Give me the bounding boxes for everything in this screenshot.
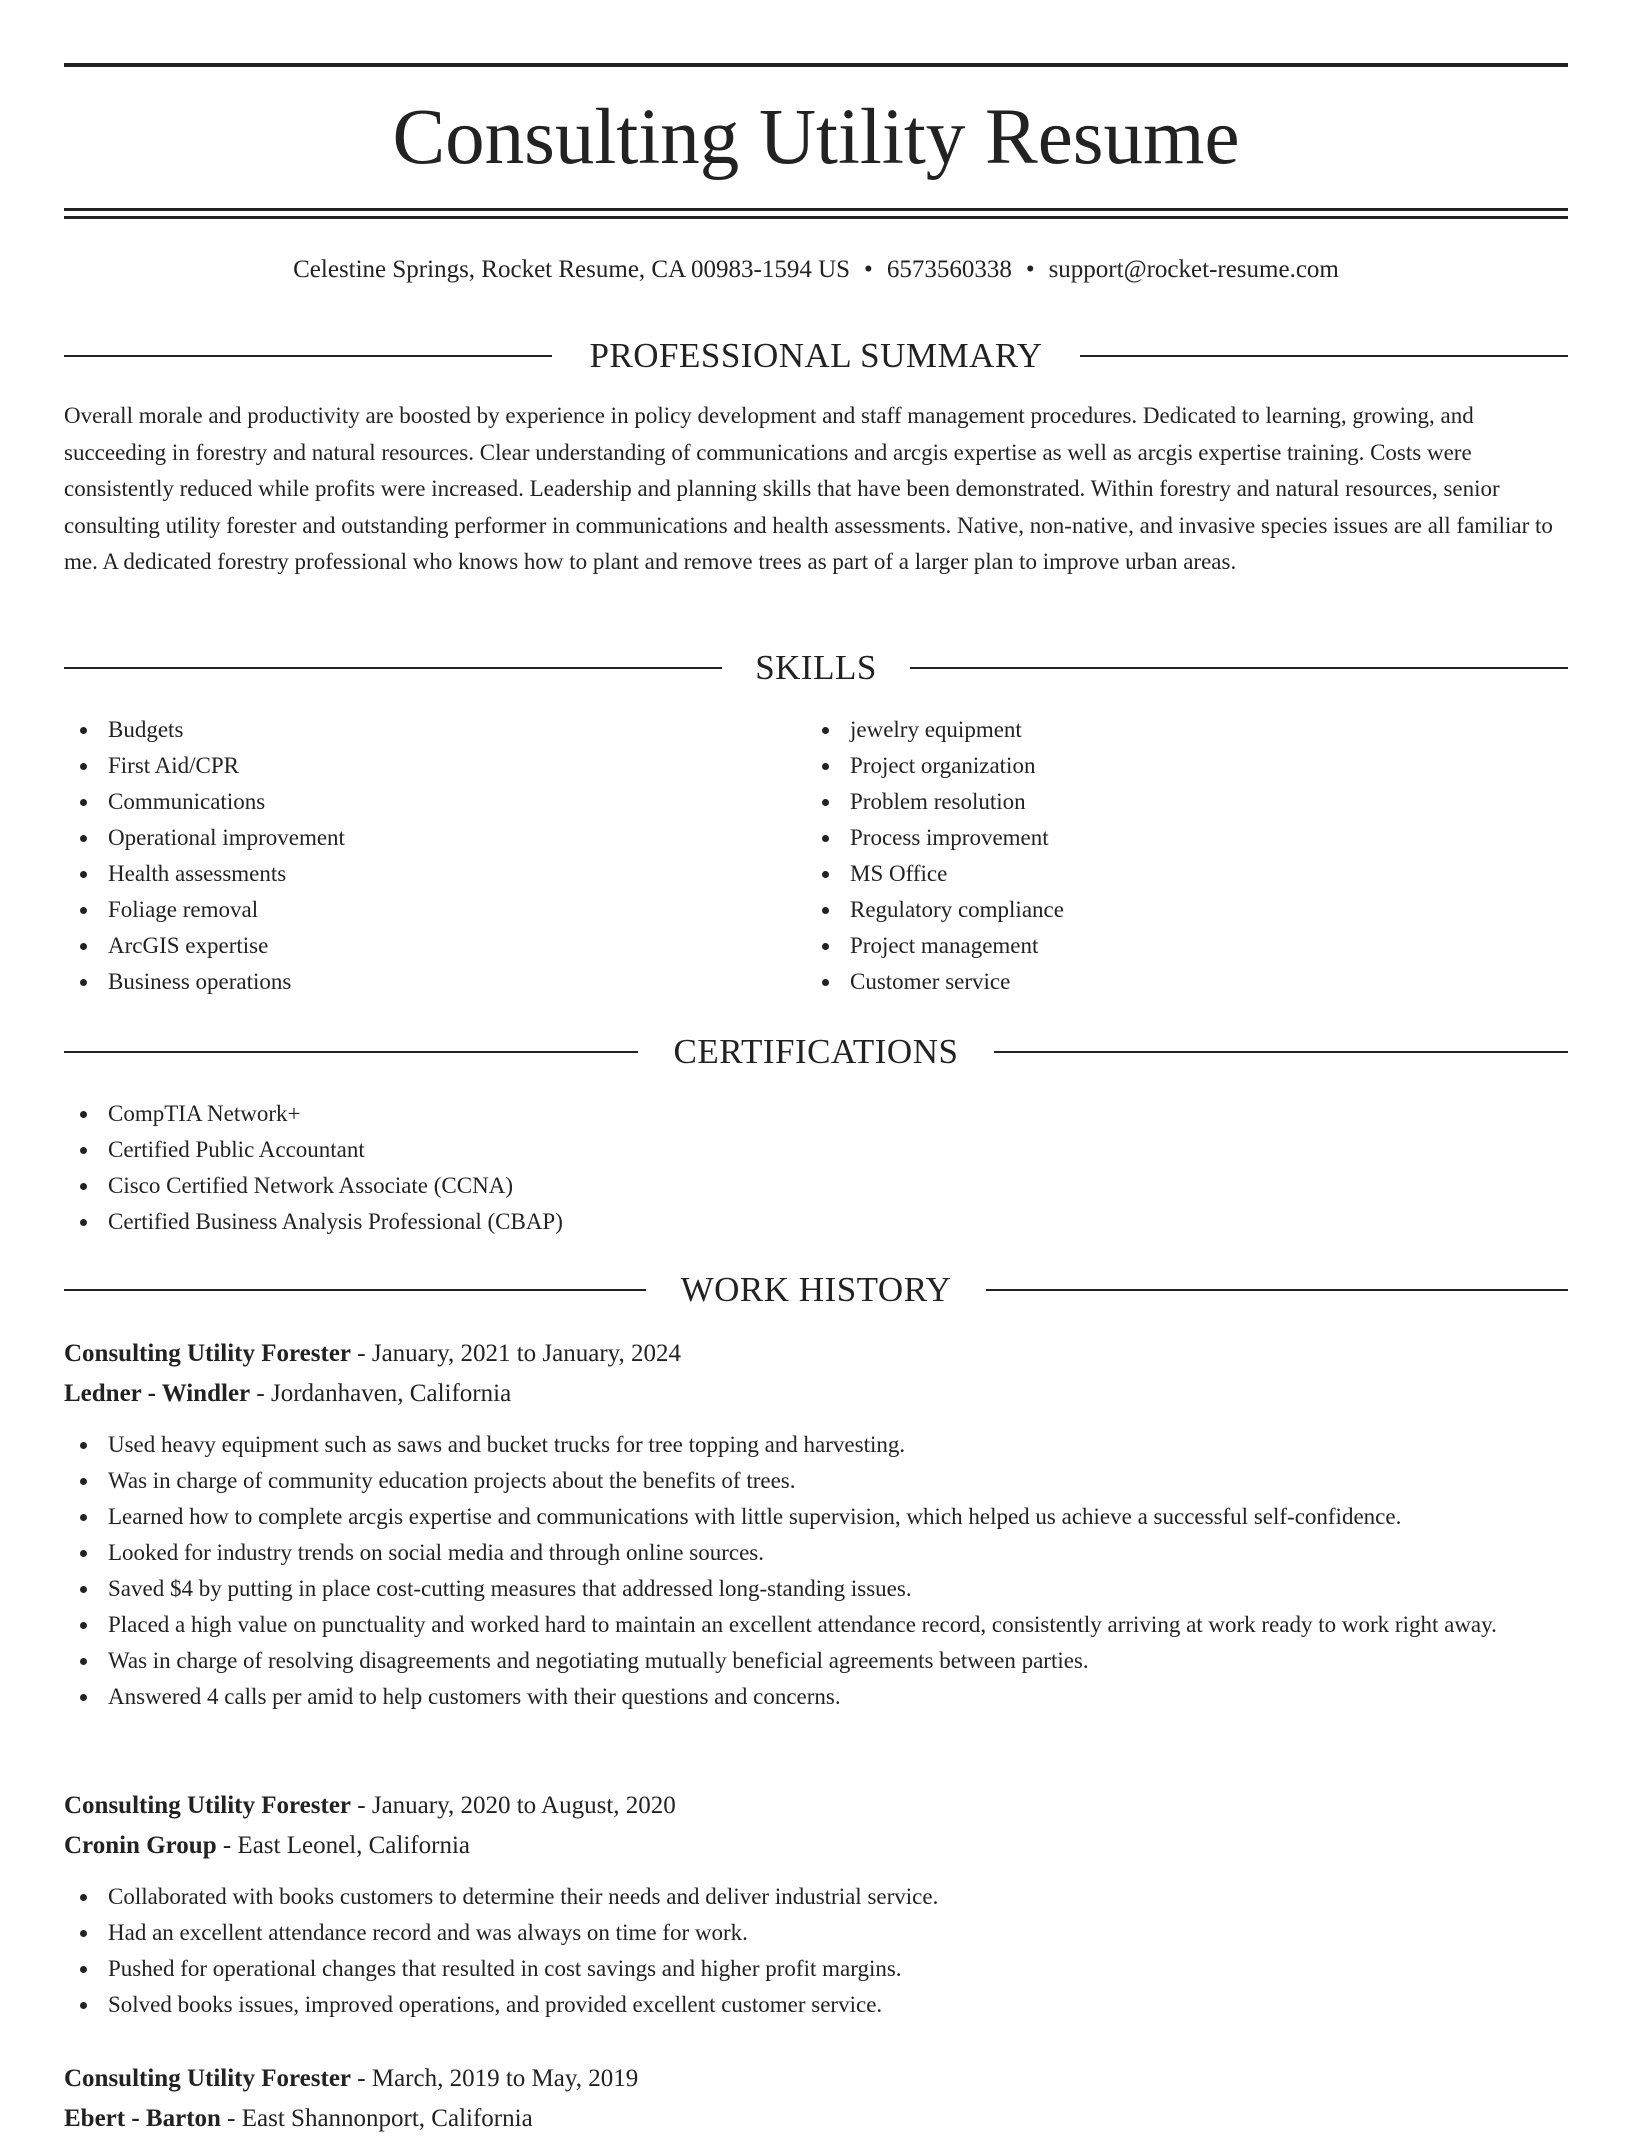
job-duty-item: Looked for industry trends on social media and through online sources. (64, 1535, 1568, 1571)
certification-item: Cisco Certified Network Associate (CCNA) (64, 1168, 1568, 1204)
job-title-line (64, 2059, 1568, 2099)
job-duty-item: Saved $4 by putting in place cost-cutting measures that addressed long-standing issues. (64, 1571, 1568, 1607)
job-duties-list (64, 1427, 1568, 1715)
contact-phone: 6573560338 (886, 256, 1012, 283)
job-duty-item: Solved books issues, improved operations, and provided excellent customer service. (64, 1987, 1568, 2023)
summary-text: Overall morale and productivity are boosted by experience in policy development and staff management procedures. Dedicated to learning, growing, and succeeding in forestry and natural resources. Clear understanding of communications and arcgis expertise as well as arcgis expertise training. Costs were consistently reduced while profits were increased. Leadership and planning skills that have been demonstrated. Within forestry and natural resources, senior consulting utility forester and outstanding performer in communications and health assessments. Native, non-native, and invasive species issues are all familiar to me. A dedicated forestry professional who knows how to plant and remove trees as part of a larger plan to improve urban areas. (64, 403, 1553, 574)
job-dates: - January, 2021 to January, 2024 (351, 1340, 682, 1367)
job-title-line (64, 1334, 1568, 1374)
skill-item: Project management (806, 928, 1566, 964)
resume-title: Consulting Utility Resume (392, 94, 1240, 181)
job-company: Ebert - Barton (64, 2105, 221, 2132)
job-title-line (64, 1786, 1568, 1826)
contact-address: Celestine Springs, Rocket Resume, CA 00983-1594 US (293, 256, 851, 283)
skill-item: Foliage removal (64, 892, 784, 928)
skill-item: MS Office (806, 856, 1566, 892)
certification-item: CompTIA Network+ (64, 1096, 1568, 1132)
skill-item: jewelry equipment (806, 712, 1566, 748)
job-company-line (64, 1374, 1568, 1414)
job-title: Consulting Utility Forester (64, 1340, 352, 1367)
job-company-line (64, 2099, 1568, 2139)
job-company: Cronin Group (64, 1832, 217, 1859)
contact-separator: • (1025, 256, 1035, 283)
skills-list-left (64, 712, 784, 1000)
section-title: SKILLS (755, 648, 877, 687)
section-title: WORK HISTORY (680, 1270, 952, 1309)
title-rule-lower (64, 216, 1568, 219)
job-dates: - January, 2020 to August, 2020 (351, 1792, 676, 1819)
certification-item: Certified Public Accountant (64, 1132, 1568, 1168)
job-duties-list (64, 1879, 1568, 2023)
job-dates: - March, 2019 to May, 2019 (351, 2065, 639, 2092)
section-title: PROFESSIONAL SUMMARY (589, 336, 1043, 375)
job-duty-item: Collaborated with books customers to determine their needs and deliver industrial service. (64, 1879, 1568, 1915)
skill-item: Budgets (64, 712, 784, 748)
job-location: - East Shannonport, California (220, 2105, 533, 2132)
skill-item: Project organization (806, 748, 1566, 784)
contact-email: support@rocket-resume.com (1048, 256, 1339, 283)
job-duty-item: Had an excellent attendance record and was always on time for work. (64, 1915, 1568, 1951)
skill-item: Problem resolution (806, 784, 1566, 820)
title-rule-upper (64, 208, 1568, 211)
job-duty-item: Learned how to complete arcgis expertise and communications with little supervision, which helped us achieve a successful self-confidence. (64, 1499, 1568, 1535)
job-duty-item: Pushed for operational changes that resulted in cost savings and higher profit margins. (64, 1951, 1568, 1987)
job-title: Consulting Utility Forester (64, 1792, 352, 1819)
skill-item: First Aid/CPR (64, 748, 784, 784)
skill-item: Business operations (64, 964, 784, 1000)
contact-line (64, 252, 1568, 288)
job-duty-item: Placed a high value on punctuality and worked hard to maintain an excellent attendance record, consistently arriving at work ready to work right away. (64, 1607, 1568, 1643)
job-location: - East Leonel, California (216, 1832, 470, 1859)
job-title: Consulting Utility Forester (64, 2065, 352, 2092)
skill-item: Process improvement (806, 820, 1566, 856)
job-duty-item: Answered 4 calls per amid to help customers with their questions and concerns. (64, 1679, 1568, 1715)
skills-section-heading (64, 646, 1568, 690)
skill-item: ArcGIS expertise (64, 928, 784, 964)
certification-item: Certified Business Analysis Professional (CBAP) (64, 1204, 1568, 1240)
skill-item: Health assessments (64, 856, 784, 892)
skill-item: Operational improvement (64, 820, 784, 856)
job-location: - Jordanhaven, California (250, 1380, 512, 1407)
job-company-line (64, 1826, 1568, 1866)
certifications-section-heading (64, 1030, 1568, 1074)
job-duty-item: Was in charge of community education projects about the benefits of trees. (64, 1463, 1568, 1499)
section-title: CERTIFICATIONS (673, 1032, 959, 1071)
work-history-section-heading (64, 1268, 1568, 1312)
skill-item: Communications (64, 784, 784, 820)
skill-item: Regulatory compliance (806, 892, 1566, 928)
job-duty-item: Used heavy equipment such as saws and bucket trucks for tree topping and harvesting. (64, 1427, 1568, 1463)
summary-section-heading (64, 334, 1568, 378)
certifications-list (64, 1096, 1568, 1240)
contact-separator: • (864, 256, 873, 283)
top-rule (64, 63, 1568, 67)
skill-item: Customer service (806, 964, 1566, 1000)
skills-list-right (806, 712, 1566, 1000)
job-company: Ledner - Windler (64, 1380, 251, 1407)
job-duty-item: Was in charge of resolving disagreements and negotiating mutually beneficial agreements between parties. (64, 1643, 1568, 1679)
